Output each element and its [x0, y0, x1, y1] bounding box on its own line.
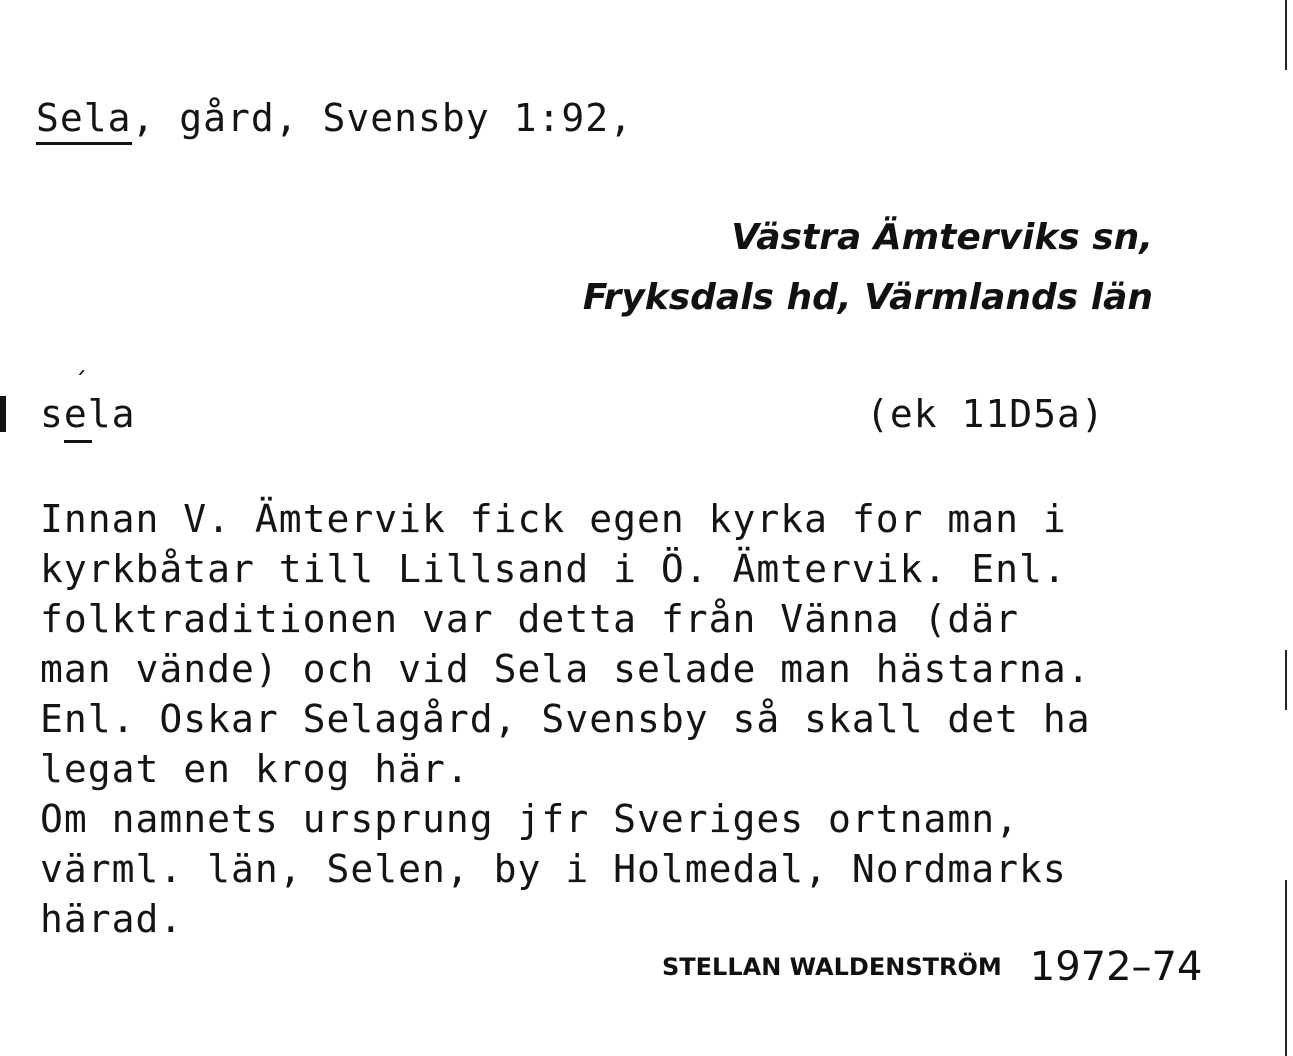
location-parish: Västra Ämterviks sn, — [731, 217, 1153, 258]
pronunciation-underline — [64, 440, 92, 443]
location-stamp — [583, 208, 1153, 328]
card-edge-line — [1285, 0, 1287, 70]
card-edge-mark — [0, 396, 6, 432]
body-line: värml. län, Selen, by i Holmedal, Nordmarks — [40, 847, 1067, 891]
body-line: härad. — [40, 897, 184, 941]
body-line: Innan V. Ämtervik fick egen kyrka for man i — [40, 497, 1067, 541]
body-line: legat en krog här. — [40, 747, 470, 791]
collection-years: 1972–74 — [1029, 944, 1203, 990]
signature — [662, 944, 1202, 990]
collector-name: STELLAN WALDENSTRÖM — [662, 953, 1002, 981]
map-reference: (ek 11D5a) — [866, 392, 1105, 436]
pronunciation: sela — [40, 392, 136, 436]
place-name: Sela — [36, 96, 132, 145]
location-county: Fryksdals hd, Värmlands län — [582, 277, 1153, 318]
body-line: man vände) och vid Sela selade man hästarna. — [40, 647, 1091, 691]
body-line: Enl. Oskar Selagård, Svensby så skall det ha — [40, 697, 1091, 741]
place-description: , gård, Svensby 1:92, — [131, 96, 633, 140]
stress-accent-mark: ˊ — [74, 368, 87, 398]
card-edge-line — [1285, 650, 1287, 710]
body-line: folktraditionen var detta från Vänna (där — [40, 597, 1019, 641]
card-edge-line — [1285, 880, 1287, 1056]
body-line: kyrkbåtar till Lillsand i Ö. Ämtervik. Enl. — [40, 547, 1067, 591]
place-heading — [36, 96, 633, 140]
card-body-text — [40, 494, 1260, 944]
body-line: Om namnets ursprung jfr Sveriges ortnamn, — [40, 797, 1019, 841]
